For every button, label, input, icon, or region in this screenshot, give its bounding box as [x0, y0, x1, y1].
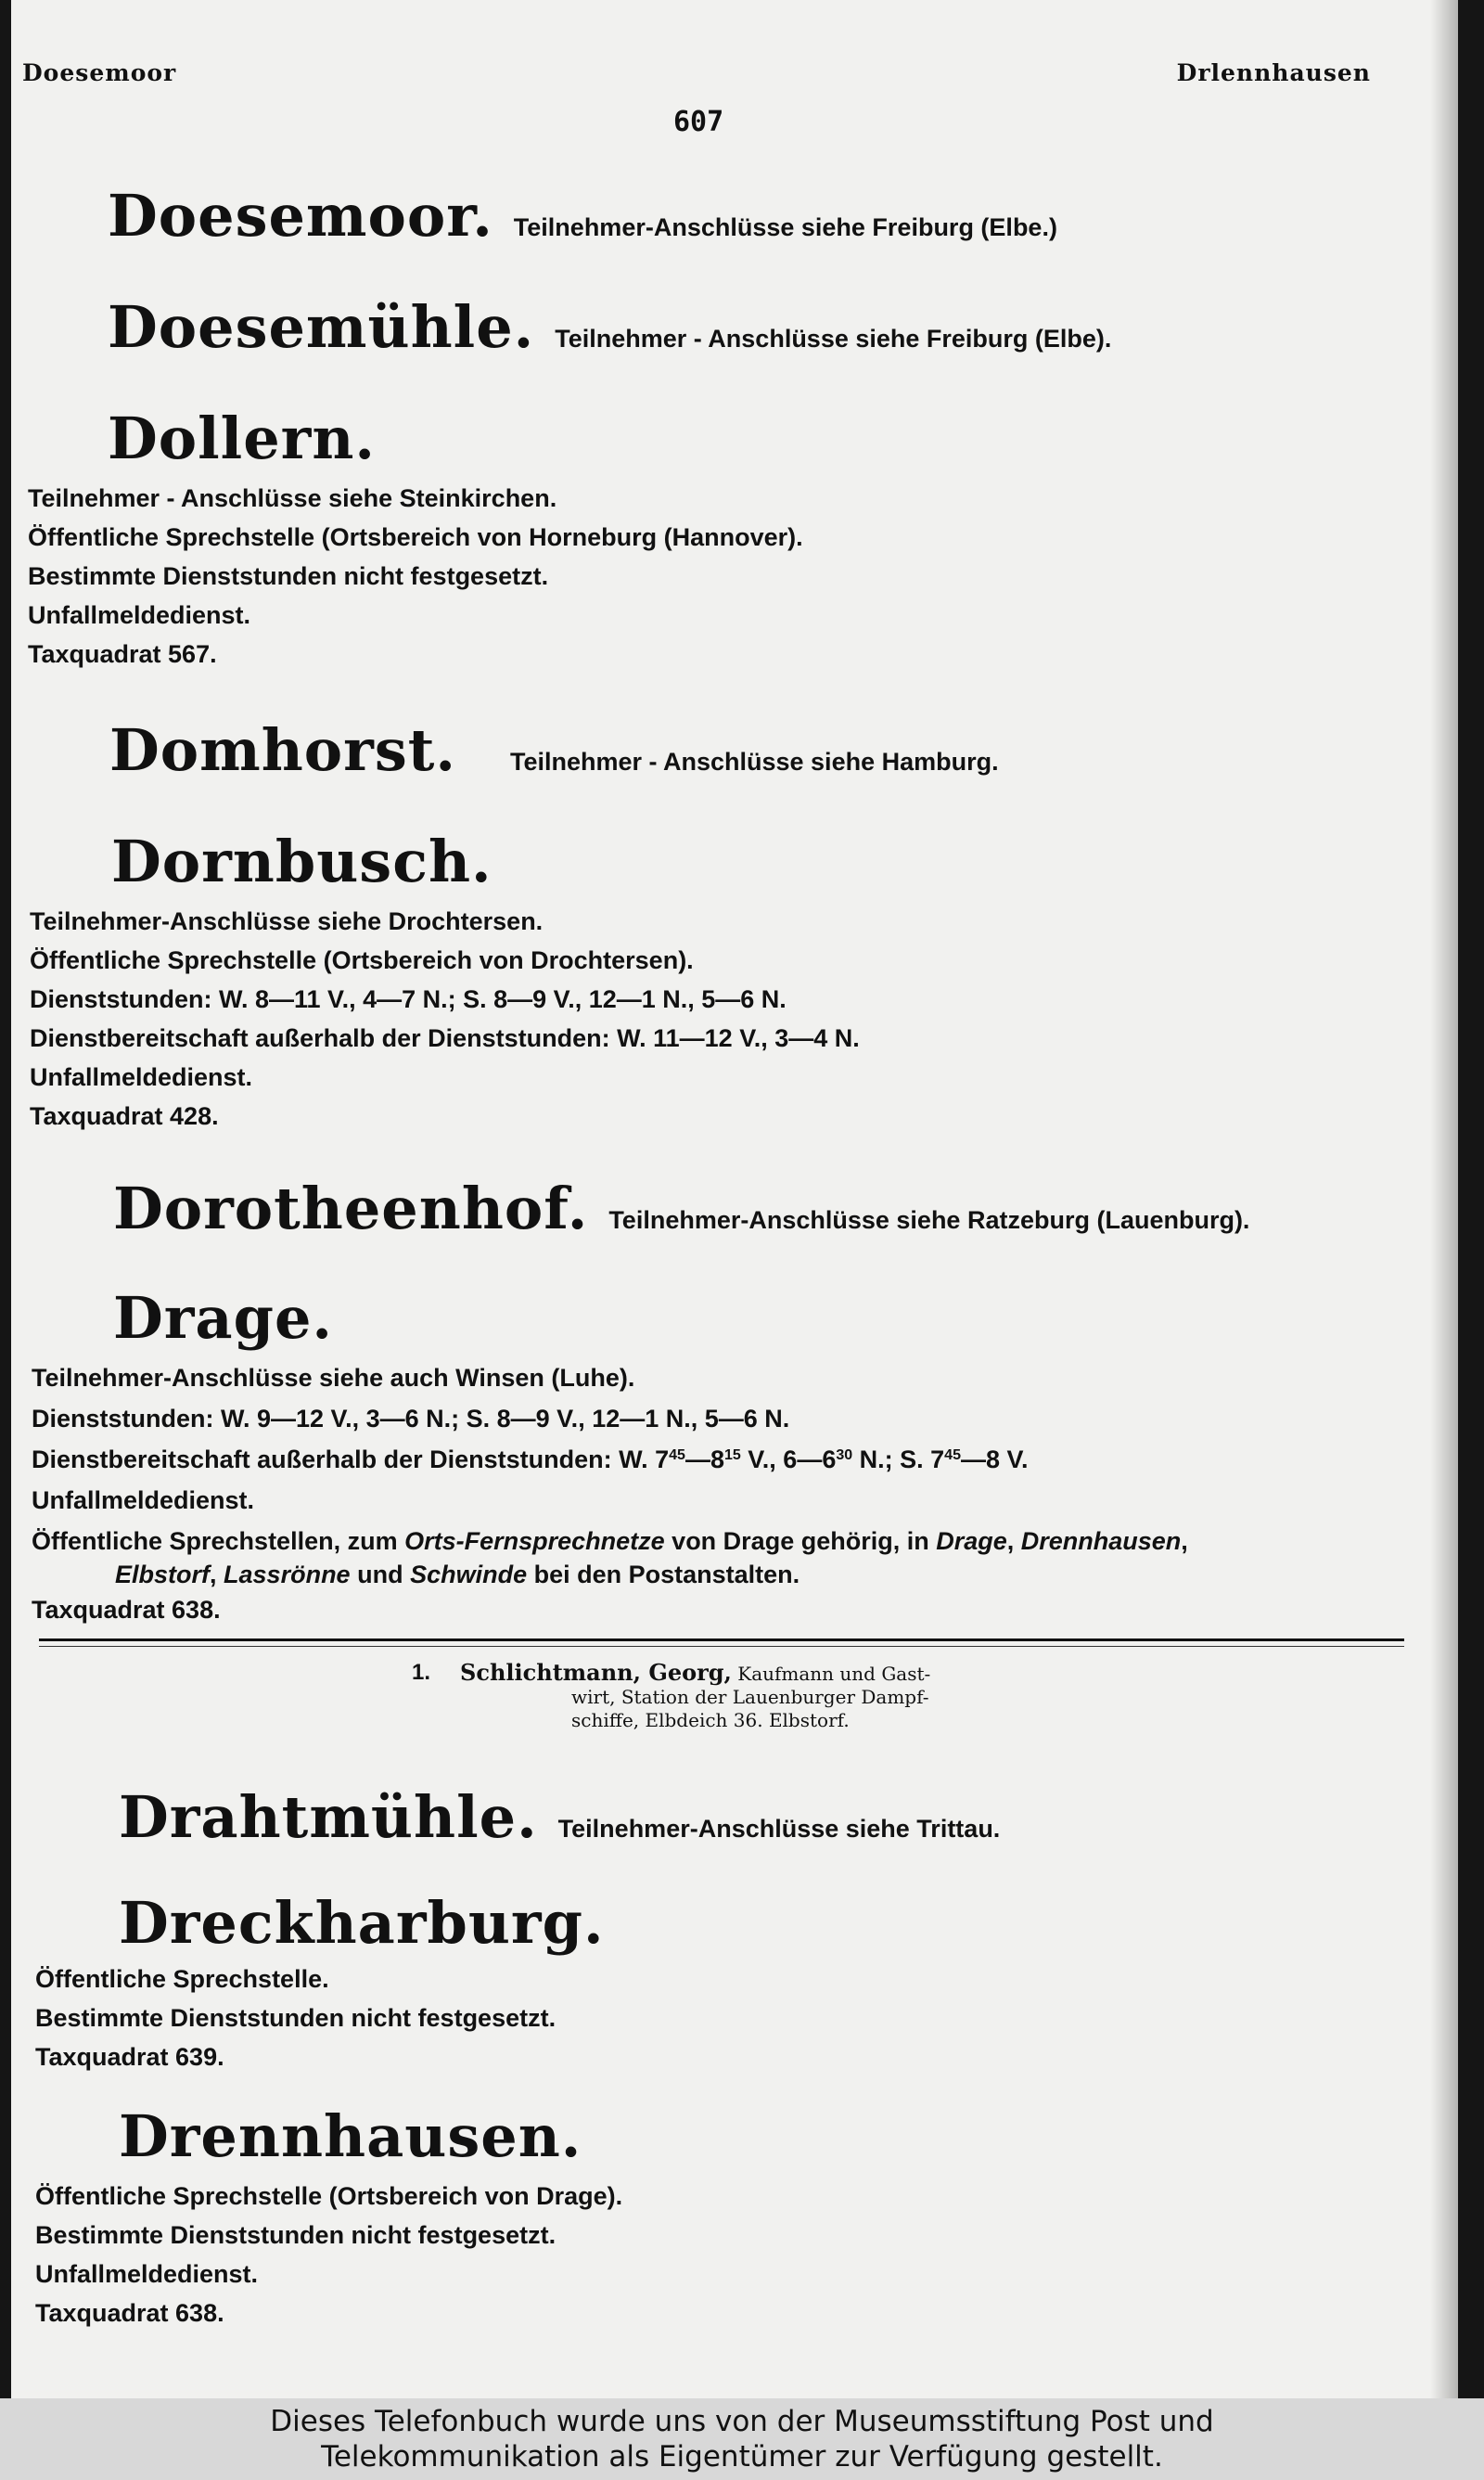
text-part: von Drage gehörig, in: [664, 1527, 937, 1555]
entry-line: Öffentliche Sprechstelle (Ortsbereich von Drage).: [35, 2182, 623, 2210]
superscript: 45: [669, 1447, 685, 1463]
entry-line: Öffentliche Sprechstelle (Ortsbereich von Drochtersen).: [30, 946, 694, 974]
entry-line: Öffentliche Sprechstelle (Ortsbereich von Horneburg (Hannover).: [28, 523, 803, 551]
entry-reference: Teilnehmer-Anschlüsse siehe Freiburg (Elbe.): [513, 213, 1057, 241]
entry-line-public-stations-cont: [115, 1561, 800, 1589]
text-part: V., 6—6: [740, 1446, 837, 1473]
entry-title: Domhorst.: [109, 716, 456, 784]
text-part: Drennhausen: [1020, 1527, 1182, 1555]
entry-drage: [113, 1284, 333, 1352]
entry-line: Bestimmte Dienststunden nicht festgesetzt.: [35, 2221, 556, 2249]
text-part: und: [350, 1561, 411, 1588]
text-part: Schwinde: [410, 1561, 528, 1588]
entry-line: Taxquadrat 428.: [30, 1102, 219, 1130]
entry-drennhausen: [119, 2102, 582, 2170]
entry-line: Taxquadrat 639.: [35, 2043, 224, 2071]
entry-reference: Teilnehmer - Anschlüsse siehe Hamburg.: [509, 748, 999, 776]
entry-reference: Teilnehmer-Anschlüsse siehe Ratzeburg (Lauenburg).: [608, 1206, 1250, 1234]
text-part: ,: [1181, 1527, 1188, 1555]
entry-line: Teilnehmer - Anschlüsse siehe Steinkirchen.: [28, 484, 557, 512]
directory-page: [11, 0, 1458, 2398]
text-part: Drage: [936, 1527, 1007, 1555]
entry-drahtmuehle: [119, 1783, 1000, 1851]
entry-line: Taxquadrat 638.: [32, 1596, 221, 1624]
text-part: N.; S. 7: [852, 1446, 945, 1473]
entry-line: Dienststunden: W. 8—11 V., 4—7 N.; S. 8—9 V., 12—1 N., 5—6 N.: [30, 985, 787, 1013]
entry-line: Teilnehmer-Anschlüsse siehe Drochtersen.: [30, 907, 544, 935]
entry-line: Bestimmte Dienststunden nicht festgesetzt.: [28, 562, 549, 590]
text-part: Orts-Fernsprechnetze: [404, 1527, 665, 1555]
text-part: —8: [684, 1446, 724, 1473]
text-part: Öffentliche Sprechstellen, zum: [32, 1527, 405, 1555]
entry-line: Unfallmeldedienst.: [35, 2260, 259, 2288]
entry-line: Bestimmte Dienststunden nicht festgesetzt.: [35, 2004, 556, 2032]
entry-domhorst: [109, 716, 999, 784]
entry-title: Drennhausen.: [119, 2102, 582, 2170]
running-head-left: Doesemoor: [22, 59, 177, 86]
superscript: 45: [944, 1447, 961, 1463]
entry-line: Taxquadrat 567.: [28, 640, 217, 668]
entry-title: Dollern.: [108, 405, 376, 472]
entry-line-service-hours: [32, 1446, 1029, 1474]
footer-line: Telekommunikation als Eigentümer zur Verfügung gestellt.: [321, 2440, 1163, 2474]
entry-title: Drahtmühle.: [119, 1783, 538, 1851]
text-part: bei den Postanstalten.: [527, 1561, 800, 1588]
entry-doesemuehle: [108, 293, 1111, 361]
entry-doesemoor: [108, 182, 1057, 250]
text-part: —8 V.: [960, 1446, 1029, 1473]
subscriber-desc: Kaufmann und Gast-: [731, 1663, 931, 1685]
entry-line: Teilnehmer-Anschlüsse siehe auch Winsen (Luhe).: [32, 1364, 635, 1392]
page-number: 607: [673, 106, 724, 138]
entry-title: Drage.: [113, 1284, 333, 1352]
entry-line: Öffentliche Sprechstelle.: [35, 1965, 329, 1993]
footer-line: Dieses Telefonbuch wurde uns von der Museumsstiftung Post und: [270, 2405, 1214, 2438]
subscriber-desc: wirt, Station der Lauenburger Dampf-: [571, 1686, 929, 1708]
entry-dreckharburg: [119, 1889, 605, 1957]
entry-line: Unfallmeldedienst.: [28, 601, 251, 629]
text-part: Dienstbereitschaft außerhalb der Dienststunden: W. 7: [32, 1446, 670, 1473]
entry-dollern: [108, 405, 376, 472]
entry-line: Taxquadrat 638.: [35, 2299, 224, 2327]
entry-title: Doesemoor.: [108, 182, 493, 250]
running-head-right: Drlennhausen: [1176, 59, 1371, 86]
divider-rule: [39, 1646, 1404, 1647]
attribution-footer: [0, 2398, 1484, 2480]
entry-title: Dorotheenhof.: [113, 1175, 589, 1242]
entry-line: Unfallmeldedienst.: [30, 1063, 253, 1091]
subscriber-desc: schiffe, Elbdeich 36. Elbstorf.: [571, 1709, 850, 1731]
text-part: ,: [210, 1561, 224, 1588]
text-part: ,: [1006, 1527, 1021, 1555]
entry-line-public-stations: [32, 1527, 1188, 1556]
superscript: 15: [723, 1447, 741, 1463]
subscriber-name: Schlichtmann, Georg,: [460, 1659, 732, 1686]
entry-line: Dienststunden: W. 9—12 V., 3—6 N.; S. 8—9 V., 12—1 N., 5—6 N.: [32, 1405, 790, 1433]
text-part: Elbstorf: [115, 1561, 211, 1588]
entry-dornbusch: [111, 828, 493, 895]
text-part: Lassrönne: [224, 1561, 351, 1588]
divider-rule: [39, 1638, 1404, 1641]
entry-title: Dornbusch.: [111, 828, 493, 895]
superscript: 30: [836, 1447, 853, 1463]
subscriber-number: 1.: [412, 1660, 431, 1685]
entry-dorotheenhof: [113, 1175, 1249, 1242]
entry-reference: Teilnehmer-Anschlüsse siehe Trittau.: [557, 1815, 1001, 1843]
entry-title: Doesemühle.: [108, 293, 535, 361]
entry-title: Dreckharburg.: [119, 1889, 605, 1957]
entry-reference: Teilnehmer - Anschlüsse siehe Freiburg (Elbe).: [555, 325, 1112, 353]
entry-line: Unfallmeldedienst.: [32, 1486, 255, 1514]
subscriber-text: [460, 1661, 1054, 1732]
entry-line: Dienstbereitschaft außerhalb der Dienststunden: W. 11—12 V., 3—4 N.: [30, 1024, 860, 1052]
